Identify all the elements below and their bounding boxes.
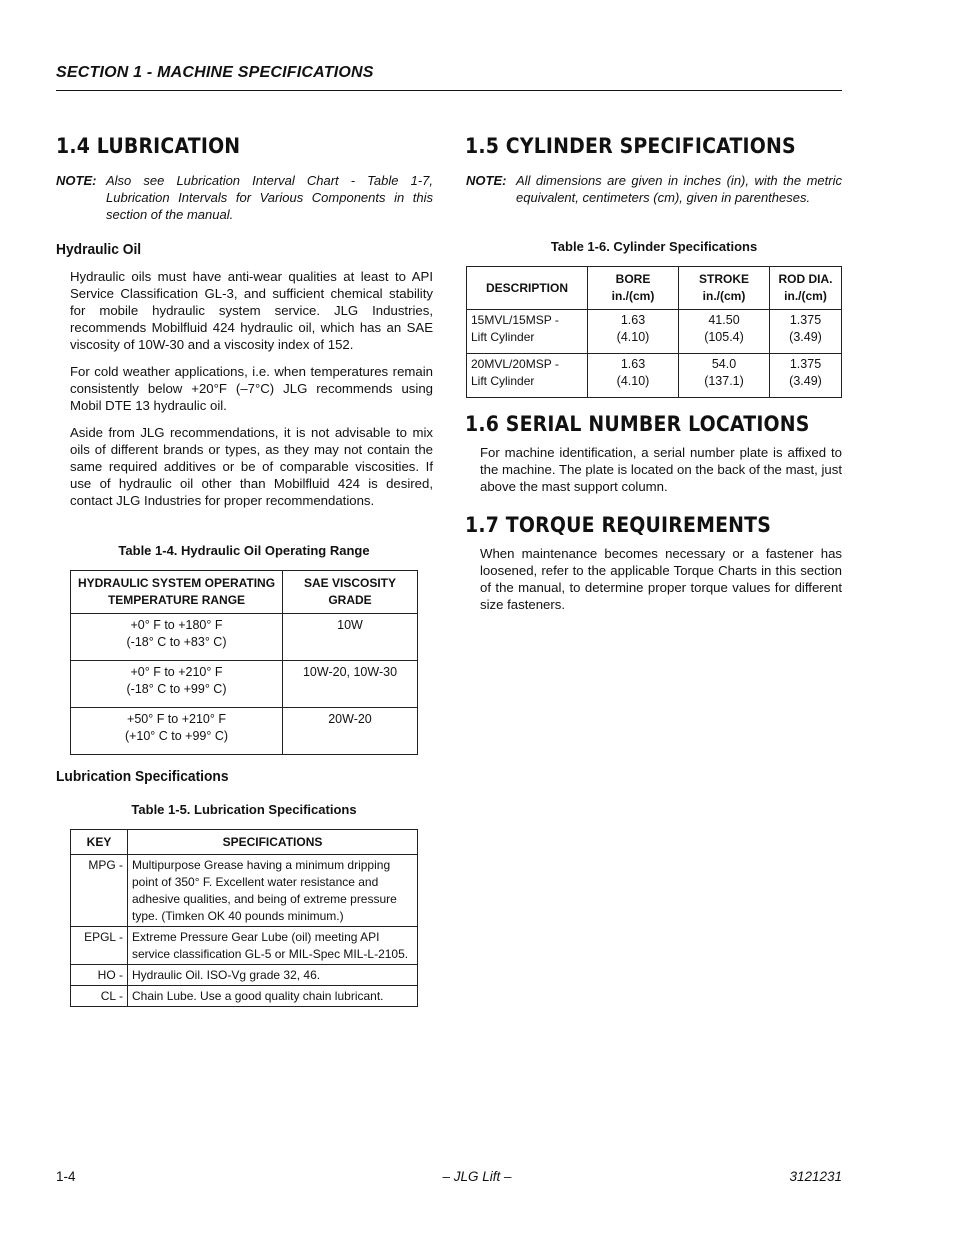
table-cell-stroke	[679, 354, 770, 398]
table-cell-spec: Chain Lube. Use a good quality chain lubricant.	[128, 986, 418, 1007]
header-line: BORE	[615, 272, 651, 286]
header-line: STROKE	[698, 272, 749, 286]
table-header-row	[71, 830, 418, 855]
paragraph-hydraulic-oil-1: Hydraulic oils must have anti-wear qualities at least to API Service Classification GL-3, and sufficient chemical stability for mobile hydraulic system service. JLG Industries, recommends Mobilfluid 424 hydraulic oil, which has an SAE viscosity of 10W-30 and a viscosity index of 152.	[70, 269, 433, 352]
table-cell-spec: Hydraulic Oil. ISO-Vg grade 32, 46.	[128, 965, 418, 986]
value-cm: (137.1)	[704, 374, 744, 388]
table-cell-description	[467, 354, 588, 398]
page-header	[56, 64, 842, 91]
note-cylinder	[466, 172, 842, 224]
table-cell-key: EPGL -	[71, 927, 128, 965]
column-header	[679, 267, 770, 310]
section-title: SECTION 1 - MACHINE SPECIFICATIONS	[56, 64, 374, 81]
table-cell-rod	[770, 310, 842, 354]
table-cell: 10W-20, 10W-30	[283, 661, 418, 708]
column-header: KEY	[71, 830, 128, 855]
note-label: NOTE:	[466, 173, 507, 188]
cylinder-specifications-table	[466, 266, 842, 398]
paragraph-hydraulic-oil-3: Aside from JLG recommendations, it is not advisable to mix oils of different brands or types, as they may not contain the same required additives or be of comparable viscosities. If use of hydraulic oil other than Mobilfluid 424 is desired, contact JLG Industries for proper recommendations.	[70, 425, 433, 508]
value-in: 1.375	[789, 313, 822, 327]
table-row	[71, 927, 418, 965]
table-header-row	[71, 571, 418, 614]
table-cell-key: MPG -	[71, 855, 128, 927]
table-1-4-caption: Table 1-4. Hydraulic Oil Operating Range	[118, 543, 370, 558]
value-in: 54.0	[711, 357, 737, 371]
table-cell: 10W	[283, 614, 418, 661]
table-1-5-caption: Table 1-5. Lubrication Specifications	[131, 802, 357, 817]
paragraph-serial-number: For machine identification, a serial number plate is affixed to the machine. The plate is located on the back of the mast, just above the mast support column.	[480, 445, 842, 494]
header-unit: in./(cm)	[784, 289, 827, 303]
temperature-c: (-18° C to +99° C)	[126, 682, 227, 696]
paragraph-hydraulic-oil-2: For cold weather applications, i.e. when temperatures remain consistently below +20°F (–7°C) JLG recommends using Mobil DTE 13 hydraulic oil.	[70, 364, 433, 413]
table-cell-stroke	[679, 310, 770, 354]
value-cm: (105.4)	[704, 330, 744, 344]
paragraph-torque: When maintenance becomes necessary or a fastener has loosened, refer to the applicable Torque Charts in this section of the manual, to determine proper torque values for different size fasteners.	[480, 546, 842, 612]
table-cell-key: CL -	[71, 986, 128, 1007]
value-cm: (4.10)	[616, 330, 650, 344]
table-cell-description	[467, 310, 588, 354]
note-lubrication	[56, 172, 433, 224]
table-cell-key: HO -	[71, 965, 128, 986]
table-row	[467, 354, 842, 398]
header-unit: in./(cm)	[611, 289, 655, 303]
table-row	[71, 855, 418, 927]
temperature-f: +50° F to +210° F	[127, 712, 226, 726]
note-label: NOTE:	[56, 173, 97, 188]
value-in: 1.375	[789, 357, 822, 371]
description-line: 15MVL/15MSP -	[471, 313, 559, 327]
description-line: Lift Cylinder	[471, 330, 535, 344]
temperature-c: (+10° C to +99° C)	[124, 729, 229, 743]
value-cm: (3.49)	[789, 330, 822, 344]
value-cm: (4.10)	[616, 374, 650, 388]
table-cell-bore	[588, 354, 679, 398]
table-cell-rod	[770, 354, 842, 398]
table-1-6-caption: Table 1-6. Cylinder Specifications	[550, 239, 758, 254]
table-row	[71, 965, 418, 986]
hydraulic-oil-operating-range-table	[70, 570, 418, 755]
table-cell	[71, 661, 283, 708]
table-cell	[71, 708, 283, 755]
lubrication-specifications-table	[70, 829, 418, 1007]
value-cm: (3.49)	[789, 374, 822, 388]
document-number: 3121231	[789, 1169, 842, 1184]
table-row	[71, 986, 418, 1007]
temperature-f: +0° F to +210° F	[130, 665, 223, 679]
table-cell-bore	[588, 310, 679, 354]
table-row	[71, 614, 418, 661]
table-row	[71, 661, 418, 708]
column-header: DESCRIPTION	[467, 267, 588, 310]
column-header: SPECIFICATIONS	[128, 830, 418, 855]
column-header: HYDRAULIC SYSTEM OPERATING TEMPERATURE RANGE	[71, 571, 283, 614]
temperature-f: +0° F to +180° F	[130, 618, 223, 632]
footer-center-text: – JLG Lift –	[442, 1169, 512, 1184]
table-row	[71, 708, 418, 755]
heading-1-4-lubrication: 1.4 LUBRICATION	[56, 134, 241, 158]
heading-1-5-cylinder-specifications: 1.5 CYLINDER SPECIFICATIONS	[465, 134, 796, 158]
temperature-c: (-18° C to +83° C)	[126, 635, 227, 649]
note-text: All dimensions are given in inches (in), with the metric equivalent, centimeters (cm), given in parentheses.	[516, 173, 842, 205]
description-line: Lift Cylinder	[471, 374, 535, 388]
note-text: Also see Lubrication Interval Chart - Table 1-7, Lubrication Intervals for Various Components in this section of the manual.	[106, 173, 433, 222]
heading-lubrication-specifications: Lubrication Specifications	[56, 768, 229, 785]
value-in: 1.63	[620, 357, 646, 371]
value-in: 41.50	[708, 313, 740, 327]
column-header	[770, 267, 842, 310]
heading-hydraulic-oil: Hydraulic Oil	[56, 241, 142, 258]
heading-1-6-serial-number-locations: 1.6 SERIAL NUMBER LOCATIONS	[465, 412, 810, 436]
table-header-row	[467, 267, 842, 310]
header-unit: in./(cm)	[702, 289, 746, 303]
heading-1-7-torque-requirements: 1.7 TORQUE REQUIREMENTS	[465, 513, 772, 537]
column-header: SAE VISCOSITY GRADE	[283, 571, 418, 614]
table-cell: 20W-20	[283, 708, 418, 755]
value-in: 1.63	[620, 313, 646, 327]
page-number: 1-4	[56, 1169, 76, 1184]
table-cell-spec: Multipurpose Grease having a minimum dripping point of 350° F. Excellent water resistance and adhesive qualities, and being of extreme pressure type. (Timken OK 40 pounds minimum.)	[128, 855, 418, 927]
description-line: 20MVL/20MSP -	[471, 357, 559, 371]
table-cell	[71, 614, 283, 661]
table-cell-spec: Extreme Pressure Gear Lube (oil) meeting API service classification GL-5 or MIL-Spec MIL-L-2105.	[128, 927, 418, 965]
header-line: ROD DIA.	[778, 272, 833, 286]
column-header	[588, 267, 679, 310]
table-row	[467, 310, 842, 354]
